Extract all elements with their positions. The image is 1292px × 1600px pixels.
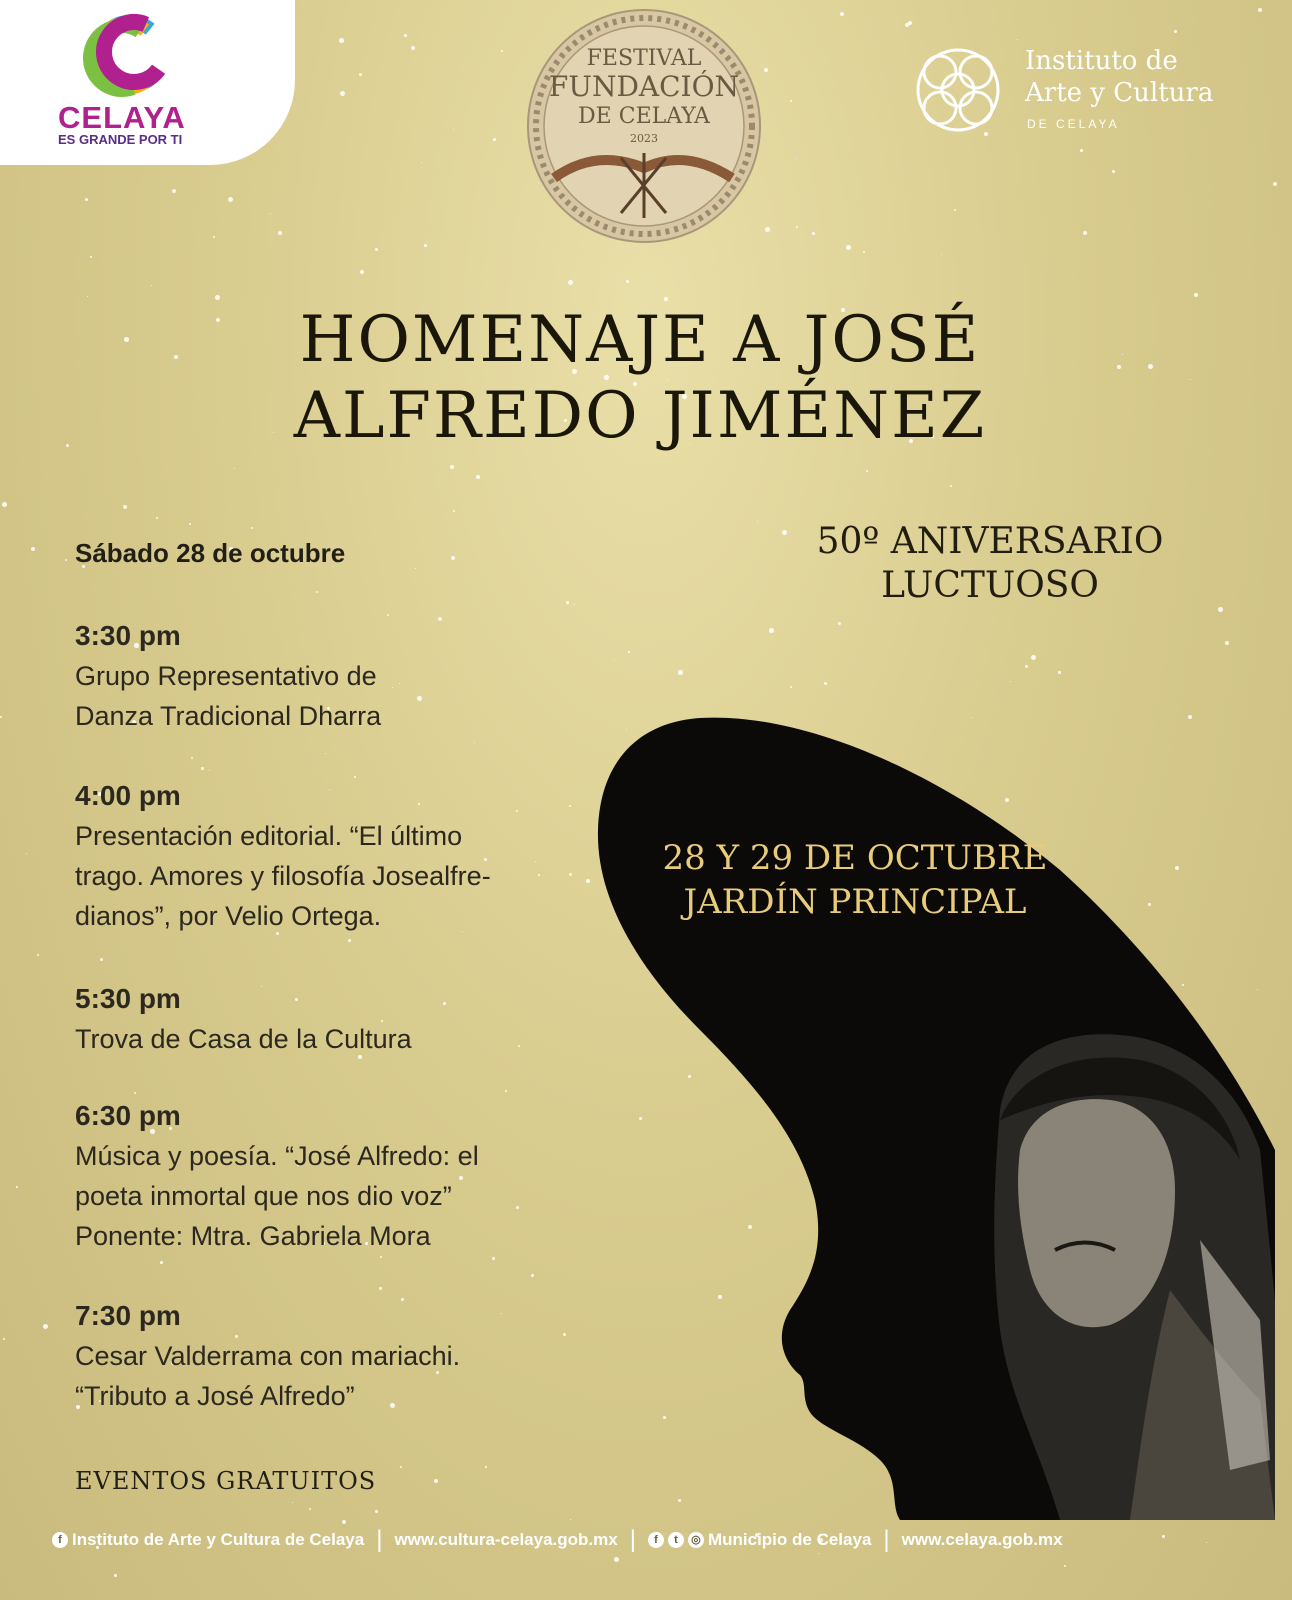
anniversary-line1: 50º ANIVERSARIO (816, 521, 1164, 562)
footer-municipio-link[interactable]: Municipio de Celaya (707, 1530, 872, 1549)
event-desc-line: trago. Amores y filosofía Josealfre- (75, 861, 491, 891)
instituto-name-line2: Arte y Cultura (1025, 78, 1214, 108)
event-desc-line: Grupo Representativo de (75, 661, 377, 691)
event-desc-line: “Tributo a José Alfredo” (75, 1381, 355, 1411)
anniversary-heading (780, 520, 1200, 608)
event-time: 6:30 pm (75, 1100, 181, 1131)
event-time: 5:30 pm (75, 983, 181, 1014)
footer-url-celaya[interactable]: www.celaya.gob.mx (901, 1530, 1063, 1549)
event-desc-line: Trova de Casa de la Cultura (75, 1024, 412, 1054)
schedule-event (75, 1296, 615, 1416)
anniversary-line2: LUCTUOSO (881, 565, 1099, 606)
instagram-icon: ◎ (688, 1532, 704, 1548)
event-desc-line: Cesar Valderrama con mariachi. (75, 1341, 461, 1371)
schedule-date: Sábado 28 de octubre (75, 538, 346, 568)
schedule-event (75, 776, 615, 936)
venue-dates (625, 836, 1085, 924)
free-events-label: EVENTOS GRATUITOS (75, 1467, 377, 1495)
event-desc-line: Ponente: Mtra. Gabriela Mora (75, 1221, 431, 1251)
page-title (240, 302, 1040, 454)
schedule-event (75, 1096, 615, 1256)
event-time: 4:00 pm (75, 780, 181, 811)
facebook-icon: f (648, 1532, 664, 1548)
event-time: 7:30 pm (75, 1300, 181, 1331)
event-desc-line: poeta inmortal que nos dio voz” (75, 1181, 452, 1211)
event-time: 3:30 pm (75, 620, 181, 651)
seal-festival-text: FESTIVAL (586, 46, 702, 71)
schedule-event (75, 616, 615, 736)
celaya-logo-slogan: ES GRANDE POR TI (58, 132, 183, 147)
title-line1: HOMENAJE A JOSÉ (299, 303, 981, 377)
event-desc-line: dianos”, por Velio Ortega. (75, 901, 382, 931)
venue-dates-line2: JARDÍN PRINCIPAL (683, 882, 1027, 922)
footer-url-cultura[interactable]: www.cultura-celaya.gob.mx (394, 1530, 618, 1549)
event-desc-line: Presentación editorial. “El último (75, 821, 463, 851)
seal-celaya-text: DE CELAYA (578, 104, 710, 129)
twitter-icon: t (668, 1532, 684, 1548)
event-desc-line: Danza Tradicional Dharra (75, 701, 382, 731)
seal-year-text: 2023 (630, 132, 658, 145)
footer-separator: | (629, 1526, 636, 1553)
footer-separator: | (883, 1526, 890, 1553)
instituto-name-line3: DE CELAYA (1027, 117, 1120, 131)
facebook-icon: f (52, 1532, 68, 1548)
celaya-logo-name: CELAYA (58, 100, 186, 135)
venue-dates-line1: 28 Y 29 DE OCTUBRE (662, 838, 1048, 878)
footer (52, 1525, 1262, 1555)
seal-fundacion-text: FUNDACIÓN (548, 70, 740, 103)
instituto-name-line1: Instituto de (1025, 46, 1178, 76)
schedule-event (75, 979, 615, 1059)
footer-facebook-link[interactable]: Instituto de Arte y Cultura de Celaya (72, 1530, 365, 1549)
title-line2: ALFREDO JIMÉNEZ (293, 379, 987, 453)
event-desc-line: Música y poesía. “José Alfredo: el (75, 1141, 479, 1171)
footer-separator: | (376, 1526, 383, 1553)
